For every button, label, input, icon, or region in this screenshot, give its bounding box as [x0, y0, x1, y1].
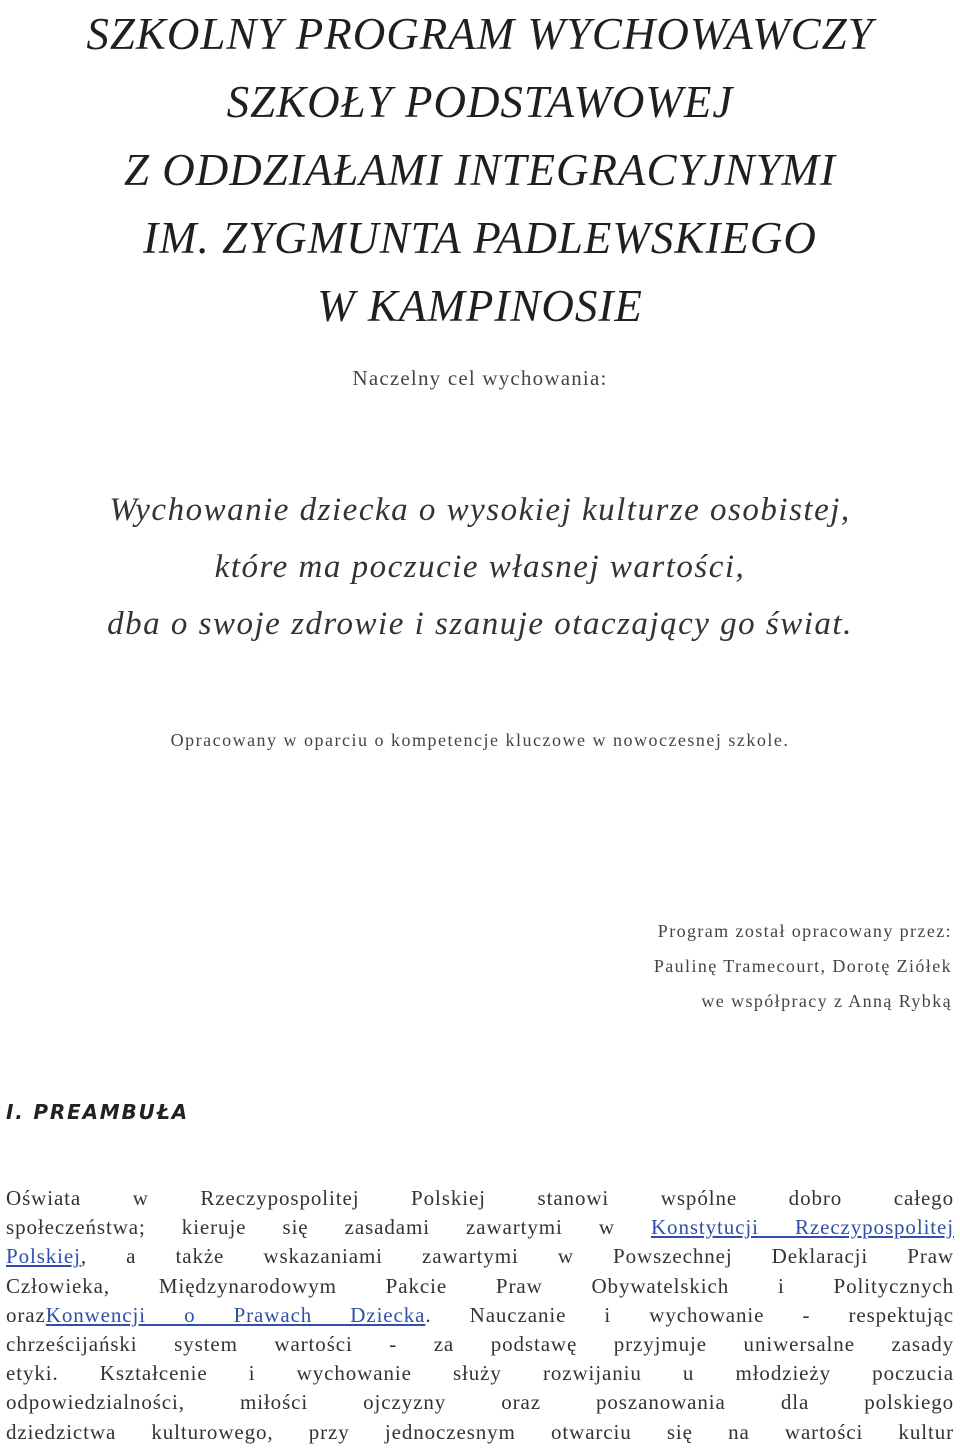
paragraph-line: chrześcijański system wartości - za podstawę przyjmuje uniwersalne zasady [6, 1332, 954, 1357]
authors-line: we współpracy z Anną Rybką [701, 991, 952, 1011]
authors-line: Paulinę Tramecourt, Dorotę Ziółek [653, 956, 952, 976]
document-title [0, 0, 960, 340]
paragraph-line: odpowiedzialności, miłości ojczyzny oraz poszanowania dla polskiego [6, 1390, 954, 1415]
paragraph-line [6, 1213, 954, 1242]
authors-block [654, 914, 952, 1019]
constitution-link[interactable]: Konstytucji Rzeczypospolitej [650, 1215, 954, 1240]
paragraph-text: , a także wskazaniami zawartymi w Powszechnej Deklaracji Praw [80, 1244, 954, 1269]
goal-line: które ma poczucie własnej wartości, [214, 549, 746, 585]
paragraph-text: społeczeństwa; kieruje się zasadami zawartymi w [6, 1215, 651, 1240]
paragraph-line: Człowieka, Międzynarodowym Pakcie Praw Obywatelskich i Politycznych [6, 1273, 954, 1298]
goal-line: Wychowanie dziecka o wysokiej kulturze osobistej, [109, 492, 851, 528]
constitution-link-continued[interactable]: Polskiej [6, 1244, 81, 1269]
paragraph-line: etyki. Kształcenie i wychowanie służy rozwijaniu u młodzieży poczucia [6, 1361, 954, 1386]
title-line: SZKOLNY PROGRAM WYCHOWAWCZY [86, 9, 874, 59]
title-line: W KAMPINOSIE [317, 281, 643, 331]
developed-note: Opracowany w oparciu o kompetencje kluczowe w nowoczesnej szkole. [170, 730, 790, 750]
paragraph-line [6, 1301, 954, 1330]
paragraph-text: . Nauczanie i wychowanie - respektując [425, 1302, 954, 1327]
convention-link[interactable]: Konwencji o Prawach Dziecka [45, 1302, 426, 1327]
preamble-paragraph [6, 1184, 954, 1447]
title-line: IM. ZYGMUNTA PADLEWSKIEGO [143, 213, 817, 263]
paragraph-line: dziedzictwa kulturowego, przy jednoczesnym otwarciu się na wartości kultur [6, 1419, 954, 1444]
main-goal [0, 482, 960, 653]
section-heading-preamble: I. PREAMBUŁA [6, 1100, 189, 1124]
goal-subtitle: Naczelny cel wychowania: [352, 366, 608, 390]
paragraph-text: oraz [6, 1302, 46, 1327]
authors-line: Program został opracowany przez: [657, 921, 952, 941]
paragraph-line [6, 1242, 954, 1271]
title-line: Z ODDZIAŁAMI INTEGRACYJNYMI [123, 145, 837, 195]
paragraph-line: Oświata w Rzeczypospolitej Polskiej stanowi wspólne dobro całego [6, 1186, 954, 1210]
title-line: SZKOŁY PODSTAWOWEJ [226, 77, 734, 127]
goal-line: dba o swoje zdrowie i szanuje otaczający go świat. [107, 606, 853, 642]
